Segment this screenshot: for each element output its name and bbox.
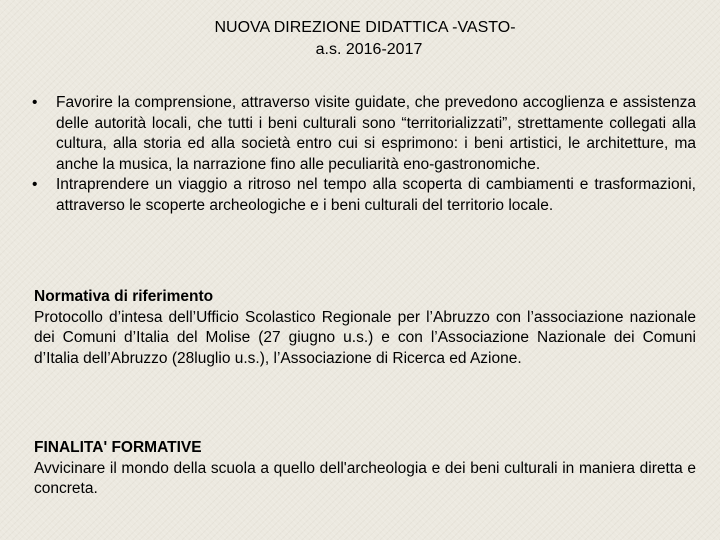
bullet-icon: • — [32, 176, 38, 194]
list-item-text: Intraprendere un viaggio a ritroso nel tempo alla scoperta di cambiamenti e trasformazioni, attraverso le scoperte archeologiche e i beni culturali del territorio locale. — [56, 176, 696, 214]
list-item — [32, 175, 696, 216]
page-title: NUOVA DIREZIONE DIDATTICA -VASTO- — [214, 19, 516, 36]
objectives-list — [32, 93, 696, 217]
bullet-icon: • — [32, 94, 38, 111]
list-item — [32, 93, 696, 175]
normativa-text: Protocollo d’intesa dell’Ufficio Scolastico Regionale per l’Abruzzo con l’associazione nazionale dei Comuni d’Italia del Molise (27 giugno u.s.) e con l’Associazione Nazionale dei Comuni d’Italia dell’Abruzzo (28luglio u.s.), l’Associazione di Ricerca ed Azione. — [34, 308, 696, 367]
finalita-text: Avvicinare il mondo della scuola a quello dell'archeologia e dei beni culturali in maniera diretta e concreta. — [34, 459, 696, 498]
normativa-section — [34, 287, 696, 369]
finalita-title: FINALITA' FORMATIVE — [34, 439, 202, 456]
normativa-title: Normativa di riferimento — [34, 288, 214, 305]
finalita-section — [34, 438, 696, 500]
school-year: a.s. 2016-2017 — [315, 41, 423, 58]
page-header — [0, 17, 720, 61]
list-item-text: Favorire la comprensione, attraverso visite guidate, che prevedono accoglienza e assistenza delle autorità locali, che tutti i beni culturali sono “territorializzati”, strettamente collegati alla cultura, alla storia ed alla società entro cui si esprimono: i beni artistici, le architetture, ma anche la musica, la narrazione fino alle peculiarità eno-gastronomiche. — [56, 94, 696, 173]
